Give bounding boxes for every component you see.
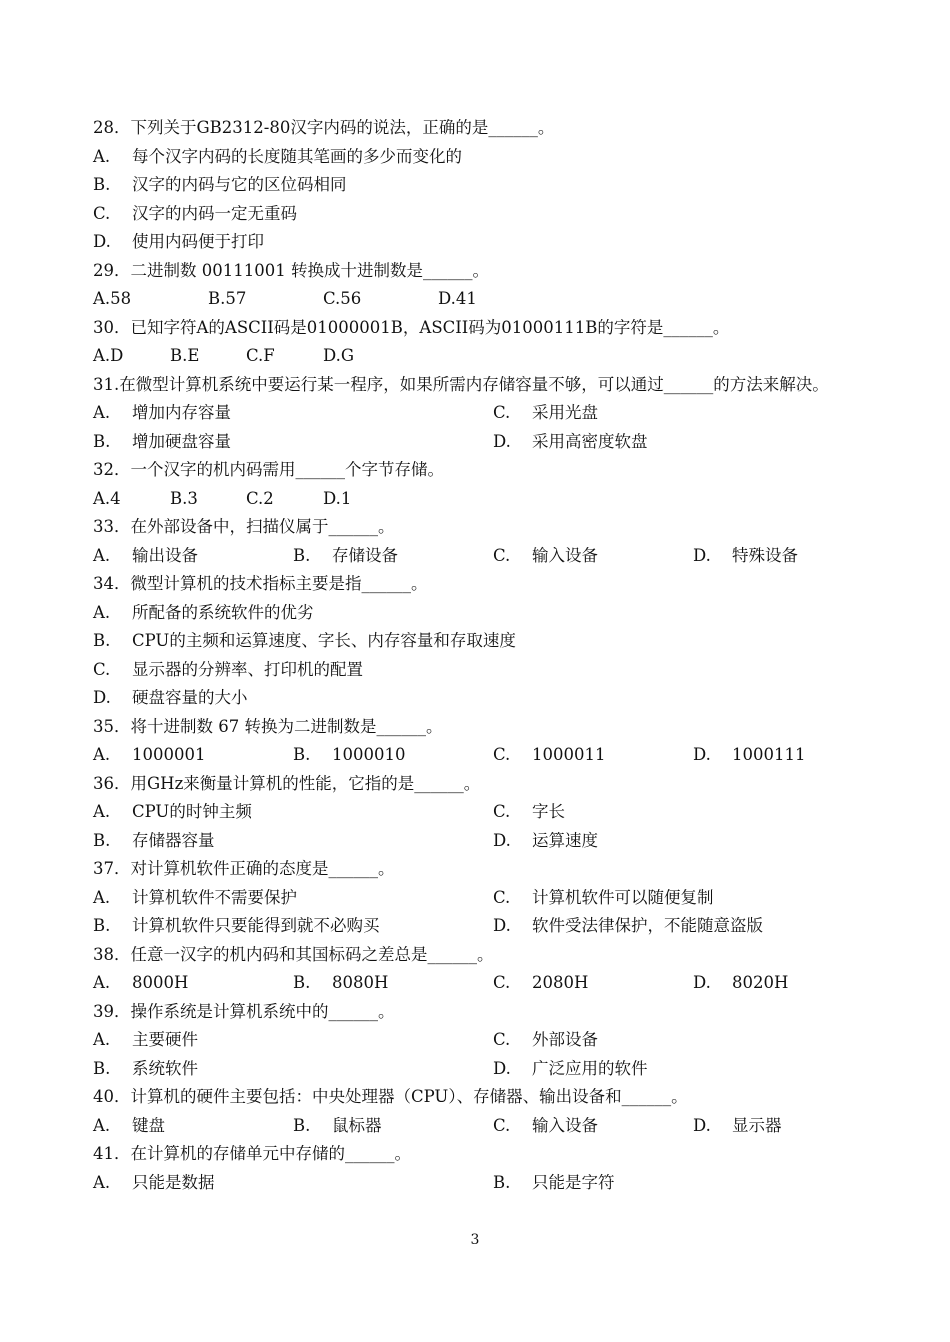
option-letter: B.: [93, 830, 111, 850]
option-row: [93, 599, 873, 628]
option-c: [493, 399, 598, 428]
option-row: [93, 884, 873, 913]
option-text: 汉字的内码与它的区位码相同: [132, 175, 347, 194]
option-a: A.D: [93, 346, 124, 365]
option-letter: A.: [93, 745, 111, 764]
option-text: 输入设备: [532, 545, 598, 565]
option-a: [93, 542, 198, 571]
option-c: C.F: [246, 346, 275, 365]
option-b: B.3: [170, 488, 198, 508]
option-letter: C.: [493, 802, 511, 821]
option-text: 所配备的系统软件的优劣: [132, 602, 314, 622]
option-letter: D.: [693, 745, 711, 764]
option-b: [93, 912, 380, 941]
option-text: 1000011: [532, 745, 606, 764]
question-stem: 41．在计算机的存储单元中存储的______。: [93, 1144, 411, 1163]
option-a: [93, 884, 297, 913]
option-letter: D.: [493, 431, 511, 451]
option-letter: C.: [493, 403, 511, 422]
option-b: [93, 428, 231, 457]
option-row: [93, 1169, 873, 1198]
option-row: [93, 912, 873, 941]
option-d: [693, 1112, 782, 1141]
option-letter: B.: [493, 1172, 511, 1192]
option-b: B.57: [208, 289, 247, 308]
option-d: [693, 741, 806, 770]
option-b: [493, 1169, 615, 1198]
question-stem: 29．二进制数 00111001 转换成十进制数是______。: [93, 260, 489, 280]
option-row: [93, 542, 873, 571]
question-stem: 31.在微型计算机系统中要运行某一程序，如果所需内存储容量不够，可以通过______的方法来解决。: [93, 374, 829, 394]
option-text: 计算机软件只要能得到就不必购买: [132, 916, 380, 935]
option-text: 计算机软件不需要保护: [132, 887, 297, 907]
option-row: [93, 1026, 873, 1055]
option-text: 只能是字符: [532, 1172, 615, 1192]
option-text: 只能是数据: [132, 1172, 215, 1192]
option-letter: D.: [693, 1115, 711, 1135]
option-letter: A.: [93, 802, 111, 821]
option-letter: D.: [93, 232, 111, 251]
option-d: [693, 969, 788, 998]
option-row: [93, 143, 873, 172]
option-b: [293, 741, 406, 770]
option-a: [93, 1026, 198, 1055]
option-text: 字长: [532, 802, 565, 821]
option-row: [93, 342, 873, 371]
option-letter: B.: [93, 431, 111, 451]
option-letter: A.: [93, 973, 111, 992]
option-text: 特殊设备: [732, 545, 798, 565]
option-c: [493, 741, 606, 770]
option-a: [93, 599, 314, 628]
option-letter: B.: [293, 1115, 311, 1135]
option-text: 计算机软件可以随便复制: [532, 887, 714, 907]
option-text: 显示器的分辨率、打印机的配置: [132, 659, 363, 679]
option-letter: B.: [93, 916, 111, 935]
option-letter: D.: [493, 1058, 511, 1078]
option-d: [93, 228, 264, 257]
option-c: [493, 542, 598, 571]
option-row: [93, 485, 873, 514]
option-row: [93, 656, 873, 685]
option-text: 1000010: [332, 745, 406, 764]
option-letter: B.: [293, 745, 311, 764]
option-d: [493, 912, 763, 941]
option-text: 每个汉字内码的长度随其笔画的多少而变化的: [132, 146, 462, 166]
option-text: 运算速度: [532, 830, 598, 850]
option-c: [93, 656, 363, 685]
option-row: [93, 627, 873, 656]
option-a: A.4: [93, 488, 121, 508]
option-row: [93, 399, 873, 428]
option-c: [93, 200, 297, 229]
option-a: [93, 399, 231, 428]
option-d: [493, 827, 598, 856]
option-letter: C.: [493, 545, 511, 565]
option-letter: C.: [493, 745, 511, 764]
option-text: 软件受法律保护，不能随意盗版: [532, 916, 763, 935]
option-letter: C.: [493, 887, 511, 907]
option-b: [293, 1112, 382, 1141]
option-d: [493, 428, 648, 457]
option-text: 8080H: [332, 973, 389, 992]
option-row: [93, 171, 873, 200]
option-letter: C.: [493, 1115, 511, 1135]
option-text: 汉字的内码一定无重码: [132, 203, 297, 223]
option-row: [93, 1112, 873, 1141]
option-row: [93, 684, 873, 713]
option-letter: A.: [93, 887, 111, 907]
option-a: [93, 798, 252, 827]
option-text: 输入设备: [532, 1115, 598, 1135]
option-text: 8020H: [732, 973, 789, 992]
question-stem: 30．已知字符A的ASCII码是01000001B，ASCII码为01000111B的字符是______。: [93, 317, 730, 337]
option-letter: C.: [493, 973, 511, 992]
option-letter: D.: [493, 916, 511, 935]
option-letter: B.: [93, 1058, 111, 1078]
option-a: [93, 1112, 165, 1141]
option-text: 广泛应用的软件: [532, 1058, 648, 1078]
option-text: 采用高密度软盘: [532, 431, 648, 451]
option-row: [93, 1055, 873, 1084]
option-text: 显示器: [732, 1115, 782, 1135]
option-letter: D.: [93, 688, 111, 707]
option-text: CPU的时钟主频: [132, 802, 252, 821]
question-stem: 28．下列关于GB2312-80汉字内码的说法，正确的是______。: [93, 118, 555, 137]
option-b: [293, 969, 388, 998]
option-letter: C.: [493, 1030, 511, 1049]
option-a: A.58: [93, 289, 132, 308]
option-letter: D.: [493, 830, 511, 850]
option-text: 外部设备: [532, 1030, 598, 1049]
question-stem: 40．计算机的硬件主要包括：中央处理器（CPU）、存储器、输出设备和______。: [93, 1087, 688, 1106]
option-d: D.41: [438, 289, 477, 308]
option-row: [93, 428, 873, 457]
option-c: C.56: [323, 289, 362, 308]
option-text: 系统软件: [132, 1058, 198, 1078]
option-row: [93, 798, 873, 827]
option-text: 存储设备: [332, 545, 398, 565]
option-text: 增加内存容量: [132, 403, 231, 422]
option-text: 键盘: [132, 1115, 165, 1135]
option-text: 2080H: [532, 973, 589, 992]
option-letter: A.: [93, 545, 111, 565]
option-text: 8000H: [132, 973, 189, 992]
option-letter: A.: [93, 1172, 111, 1192]
option-text: 使用内码便于打印: [132, 232, 264, 251]
question-stem: 38．任意一汉字的机内码和其国标码之差总是______。: [93, 944, 494, 964]
option-d: D.1: [323, 488, 352, 508]
option-a: [93, 143, 462, 172]
option-letter: A.: [93, 1115, 111, 1135]
option-d: [493, 1055, 648, 1084]
option-letter: D.: [693, 545, 711, 565]
option-a: [93, 1169, 215, 1198]
option-d: [693, 542, 798, 571]
option-text: 输出设备: [132, 545, 198, 565]
option-letter: A.: [93, 146, 111, 166]
option-c: [493, 884, 714, 913]
option-c: [493, 798, 565, 827]
option-letter: A.: [93, 403, 111, 422]
question-stem: 33．在外部设备中，扫描仪属于______。: [93, 517, 395, 536]
option-c: [493, 1026, 598, 1055]
option-row: [93, 741, 873, 770]
option-letter: A.: [93, 602, 111, 622]
option-text: 增加硬盘容量: [132, 431, 231, 451]
option-row: [93, 969, 873, 998]
question-stem: 32．一个汉字的机内码需用______个字节存储。: [93, 460, 444, 479]
option-b: [93, 827, 215, 856]
option-text: 硬盘容量的大小: [132, 688, 248, 707]
option-text: 1000001: [132, 745, 206, 764]
option-letter: B.: [293, 545, 311, 565]
option-row: [93, 285, 873, 314]
option-a: [93, 741, 206, 770]
question-stem: 37．对计算机软件正确的态度是______。: [93, 859, 395, 878]
option-a: [93, 969, 188, 998]
question-list: [93, 114, 873, 1197]
option-b: B.E: [170, 346, 200, 365]
option-letter: B.: [293, 973, 311, 992]
question-stem: 36．用GHz来衡量计算机的性能，它指的是______。: [93, 773, 481, 793]
option-b: [293, 542, 398, 571]
option-text: 采用光盘: [532, 403, 598, 422]
option-d: D.G: [323, 346, 355, 365]
question-stem: 39．操作系统是计算机系统中的______。: [93, 1001, 395, 1021]
option-row: [93, 827, 873, 856]
option-letter: C.: [93, 659, 111, 679]
option-d: [93, 684, 248, 713]
option-letter: D.: [693, 973, 711, 992]
option-text: 鼠标器: [332, 1115, 382, 1135]
option-row: [93, 228, 873, 257]
option-letter: C.: [93, 203, 111, 223]
option-b: [93, 1055, 198, 1084]
option-text: 存储器容量: [132, 830, 215, 850]
option-row: [93, 200, 873, 229]
option-letter: B.: [93, 631, 111, 650]
option-text: 1000111: [732, 745, 806, 764]
option-c: [493, 1112, 598, 1141]
option-text: CPU的主频和运算速度、字长、内存容量和存取速度: [132, 631, 516, 650]
question-stem: 35．将十进制数 67 转换为二进制数是______。: [93, 716, 443, 736]
page-number: 3: [470, 1232, 480, 1248]
option-c: [493, 969, 588, 998]
option-letter: A.: [93, 1030, 111, 1049]
question-stem: 34．微型计算机的技术指标主要是指______。: [93, 574, 428, 593]
option-b: [93, 171, 347, 200]
option-text: 主要硬件: [132, 1030, 198, 1049]
option-letter: B.: [93, 175, 111, 194]
option-c: C.2: [246, 488, 274, 508]
option-b: [93, 627, 516, 656]
